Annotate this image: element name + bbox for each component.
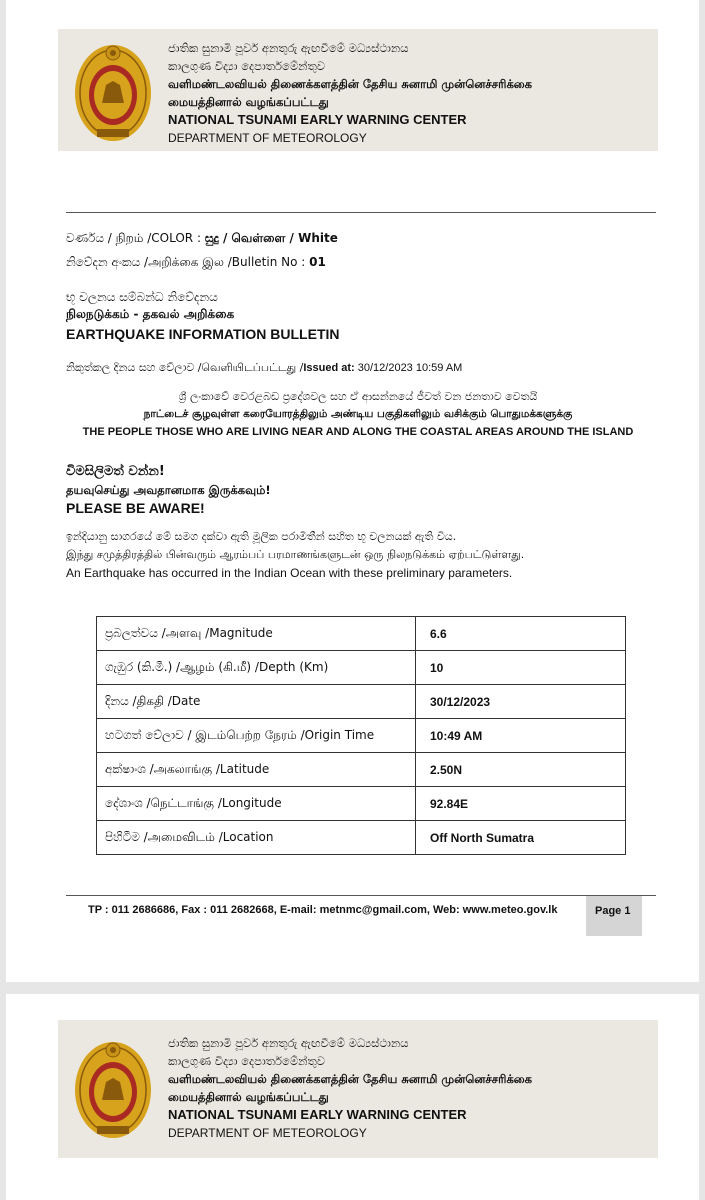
table-row [97,821,626,855]
sri-lanka-emblem-icon [72,1038,154,1142]
footer-contact: TP : 011 2686686, Fax : 011 2682668, E-mail: metnmc@gmail.com, Web: www.meteo.gov.lk [88,904,558,916]
color-value: සුදු / வெள்ளை / White [204,231,338,245]
param-label-latitude: අක්ෂාංශ /அகலாங்கு /Latitude [97,753,416,787]
letterhead [58,1020,658,1158]
issued-label-en: Issued at: [303,362,358,374]
table-row [97,753,626,787]
audience-sinhala: ශ්‍රී ලංකාවේ වෙරළබඩ ප්‍රදේශවල සහ ඒ ආසන්නයේ ජීවත් වන ජනතාව වෙතයි [178,390,538,403]
header-sinhala-center: ජාතික සුනාමි පූර්ව අනතුරු ඇඟවීමේ මධ්‍යස්ථානය [168,41,409,55]
table-row [97,787,626,821]
param-value-depth: 10 [416,651,626,685]
sri-lanka-emblem-icon [72,41,154,145]
header-tamil-line2: மையத்தினால் வழங்கப்பட்டது [168,1090,329,1104]
param-value-origin-time: 10:49 AM [416,719,626,753]
header-tamil-line1: வளிமண்டலவியல் திணைக்களத்தின் தேசிய சுனாமி முன்னெச்சரிக்கை [168,77,533,91]
param-label-origin-time: හටගත් වේලාව / இடம்பெற்ற நேரம் /Origin Time [97,719,416,753]
param-label-date: දිනය /திகதி /Date [97,685,416,719]
param-value-longitude: 92.84E [416,787,626,821]
header-tamil-line2: மையத்தினால் வழங்கப்பட்டது [168,95,329,109]
param-label-location: පිහිටීම /அமைவிடம் /Location [97,821,416,855]
divider [66,212,656,213]
table-row [97,651,626,685]
issued-value: 30/12/2023 10:59 AM [357,362,463,374]
color-row [66,231,338,247]
issued-label: නිකුත්කල දිනය සහ වේලාව /வெளியிடப்பட்டது / [66,361,304,374]
bulletin-label: නිවේදන අංකය /அறிக்கை இல /Bulletin No : [66,255,310,269]
param-value-date: 30/12/2023 [416,685,626,719]
aware-tamil: தயவுசெய்து அவதானமாக இருக்கவும்! [66,483,271,497]
header-center-name: NATIONAL TSUNAMI EARLY WARNING CENTER [168,1107,467,1122]
aware-sinhala: විමසිලිමත් වන්න! [66,464,165,479]
issued-row [66,361,462,376]
intro-tamil: இந்து சமுத்திரத்தில் பின்வரும் ஆரம்பப் பரமாணங்களுடன் ஒரு நிலநடுக்கம் ஏற்பட்டுள்ளது. [66,548,525,561]
table-row [97,617,626,651]
letterhead [58,29,658,151]
document-page-2 [6,994,699,1200]
page-number: Page 1 [595,905,631,917]
header-department-name: DEPARTMENT OF METEOROLOGY [168,1126,367,1140]
table-row [97,685,626,719]
bulletin-row [66,255,326,271]
param-value-magnitude: 6.6 [416,617,626,651]
param-value-latitude: 2.50N [416,753,626,787]
title-tamil: நிலநடுக்கம் - தகவல் அறிக்கை [66,307,235,321]
bulletin-number: 01 [309,255,326,269]
header-sinhala-center: ජාතික සුනාමි පූර්ව අනතුරු ඇඟවීමේ මධ්‍යස්ථානය [168,1036,409,1050]
page-number-box [586,896,642,936]
param-label-magnitude: ප්‍රබලත්වය /அளவு /Magnitude [97,617,416,651]
header-center-name: NATIONAL TSUNAMI EARLY WARNING CENTER [168,112,467,127]
param-label-longitude: දේශාංශ /நெட்டாங்கு /Longitude [97,787,416,821]
header-department-name: DEPARTMENT OF METEOROLOGY [168,131,367,145]
header-sinhala-department: කාලගුණ විද්‍යා දෙපාර්තමේන්තුව [168,59,326,73]
header-tamil-line1: வளிமண்டலவியல் திணைக்களத்தின் தேசிய சுனாமி முன்னெச்சரிக்கை [168,1072,533,1086]
earthquake-parameters-table [96,616,626,855]
audience-english: THE PEOPLE THOSE WHO ARE LIVING NEAR AND ALONG THE COASTAL AREAS AROUND THE ISLAND [82,426,634,438]
title-sinhala: භූ චලනය සම්බන්ධ නිවේදනය [66,290,218,304]
aware-english: PLEASE BE AWARE! [66,500,205,516]
audience-tamil: நாட்டைச் சூழவுள்ள கரையோரத்திலும் அண்டிய பகுதிகளிலும் வசிக்கும் பொதுமக்களுக்கு [143,408,573,420]
header-sinhala-department: කාලගුණ විද්‍යා දෙපාර්තමේන්තුව [168,1054,326,1068]
intro-english: An Earthquake has occurred in the Indian Ocean with these preliminary parameters. [66,566,513,580]
document-page-1 [6,0,699,982]
param-value-location: Off North Sumatra [416,821,626,855]
param-label-depth: ගැඹුර (කි.මී.) /ஆழம் (கி.மீ) /Depth (Km) [97,651,416,685]
color-label: වර්ණය / நிறம் /COLOR : [66,231,205,245]
title-english: EARTHQUAKE INFORMATION BULLETIN [66,326,340,342]
table-row [97,719,626,753]
footer-divider [66,895,656,896]
intro-sinhala: ඉන්දියානු සාගරයේ මේ සමග දක්වා ඇති මූලික පරාමිතීන් සහිත භූ චලනයක් ඇති විය. [66,530,457,543]
